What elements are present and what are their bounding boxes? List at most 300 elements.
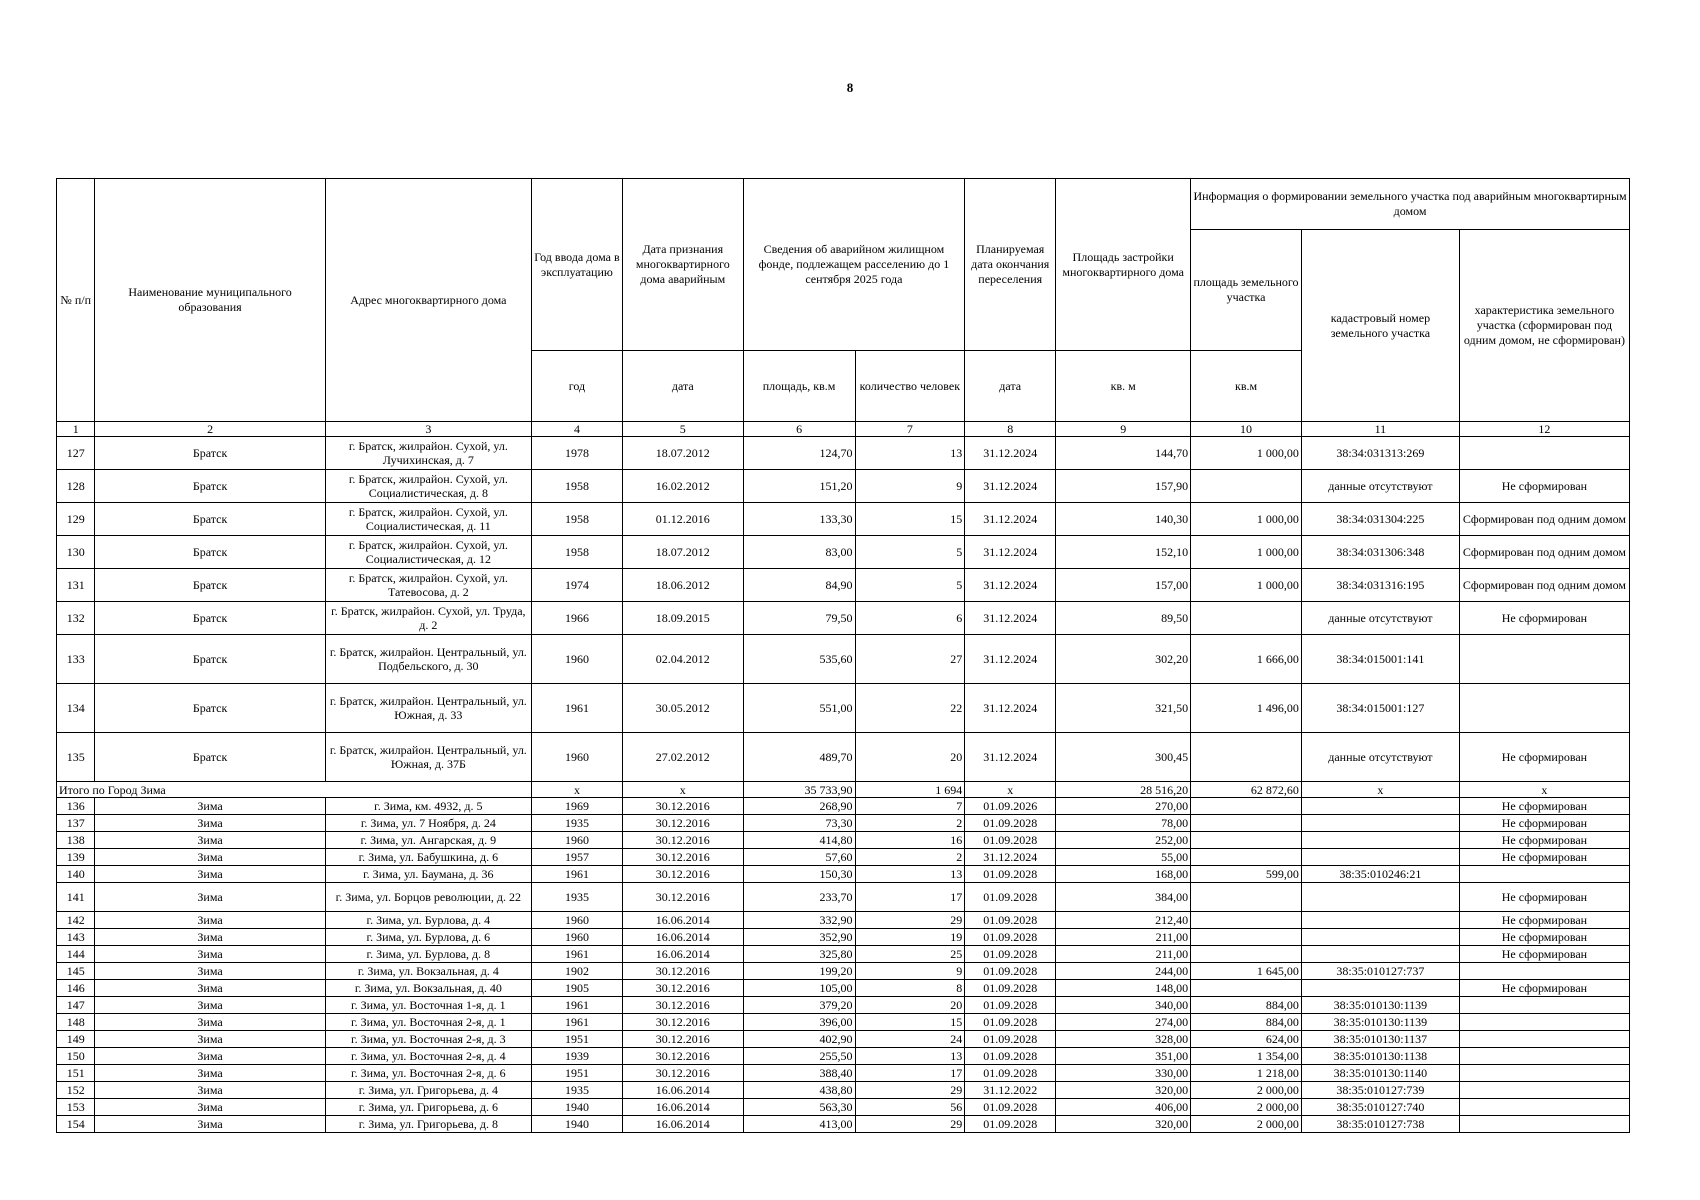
cell-people: 29 [855, 1082, 965, 1099]
cell-land-area [1191, 946, 1302, 963]
cell-building-area: 340,00 [1056, 997, 1191, 1014]
cell-resettlement-date: 01.09.2028 [965, 912, 1056, 929]
cell-building-area: 55,00 [1056, 849, 1191, 866]
total-label: Итого по Город Зима [57, 782, 532, 798]
cell-building-area: 152,10 [1056, 536, 1191, 569]
cell-year: 1961 [531, 1014, 622, 1031]
cell-building-area: 212,40 [1056, 912, 1191, 929]
cell-building-area: 252,00 [1056, 832, 1191, 849]
table-row [57, 912, 1630, 929]
cell-year: 1939 [531, 1048, 622, 1065]
column-number-5: 5 [622, 422, 743, 437]
cell-area: 199,20 [743, 963, 855, 980]
table-row [57, 733, 1630, 782]
total-resettle: x [965, 782, 1056, 798]
cell-land-status: Не сформирован [1459, 602, 1629, 635]
cell-date-emergency: 16.06.2014 [622, 946, 743, 963]
cell-cadastral-number [1301, 849, 1459, 866]
cell-date-emergency: 18.06.2012 [622, 569, 743, 602]
cell-date-emergency: 30.12.2016 [622, 832, 743, 849]
total-area: 35 733,90 [743, 782, 855, 798]
total-land: 62 872,60 [1191, 782, 1302, 798]
cell-people: 20 [855, 733, 965, 782]
cell-building-area: 320,00 [1056, 1116, 1191, 1133]
cell-area: 79,50 [743, 602, 855, 635]
cell-address: г. Зима, ул. Восточная 1-я, д. 1 [325, 997, 531, 1014]
table-row [57, 437, 1630, 470]
header-building-area: Площадь застройки многоквартирного дома [1056, 179, 1191, 351]
cell-date-emergency: 30.12.2016 [622, 1031, 743, 1048]
cell-land-status: Сформирован под одним домом [1459, 536, 1629, 569]
cell-area: 255,50 [743, 1048, 855, 1065]
cell-resettlement-date: 01.09.2028 [965, 929, 1056, 946]
cell-municipality: Зима [95, 798, 325, 815]
cell-municipality: Зима [95, 1048, 325, 1065]
table-row [57, 635, 1630, 684]
header-fund: Сведения об аварийном жилищном фонде, подлежащем расселению до 1 сентября 2025 года [743, 179, 965, 351]
total-people: 1 694 [855, 782, 965, 798]
cell-municipality: Братск [95, 536, 325, 569]
cell-land-area [1191, 798, 1302, 815]
cell-address: г. Зима, ул. Вокзальная, д. 40 [325, 980, 531, 997]
cell-people: 27 [855, 635, 965, 684]
cell-area: 413,00 [743, 1116, 855, 1133]
cell-resettlement-date: 01.09.2028 [965, 1065, 1056, 1082]
table-row [57, 1116, 1630, 1133]
cell-address: г. Зима, ул. Григорьева, д. 4 [325, 1082, 531, 1099]
cell-area: 388,40 [743, 1065, 855, 1082]
cell-people: 29 [855, 1116, 965, 1133]
cell-resettlement-date: 01.09.2028 [965, 980, 1056, 997]
cell-date-emergency: 16.02.2012 [622, 470, 743, 503]
cell-land-area: 1 000,00 [1191, 437, 1302, 470]
table-row [57, 849, 1630, 866]
cell-address: г. Зима, ул. Восточная 2-я, д. 4 [325, 1048, 531, 1065]
table-row [57, 946, 1630, 963]
cell-cadastral-number [1301, 929, 1459, 946]
cell-year: 1951 [531, 1031, 622, 1048]
cell-cadastral-number: 38:35:010127:737 [1301, 963, 1459, 980]
cell-year: 1957 [531, 849, 622, 866]
cell-cadastral-number: 38:35:010127:739 [1301, 1082, 1459, 1099]
cell-area: 352,90 [743, 929, 855, 946]
cell-land-area: 1 354,00 [1191, 1048, 1302, 1065]
cell-year: 1961 [531, 866, 622, 883]
cell-people: 5 [855, 569, 965, 602]
cell-resettlement-date: 01.09.2028 [965, 1099, 1056, 1116]
cell-land-status [1459, 1099, 1629, 1116]
cell-date-emergency: 18.09.2015 [622, 602, 743, 635]
unit-year: год [531, 351, 622, 422]
cell-row-num: 139 [57, 849, 95, 866]
cell-land-status [1459, 1116, 1629, 1133]
cell-row-num: 141 [57, 883, 95, 912]
cell-resettlement-date: 01.09.2028 [965, 1116, 1056, 1133]
cell-year: 1935 [531, 883, 622, 912]
cell-address: г. Зима, ул. Восточная 2-я, д. 1 [325, 1014, 531, 1031]
cell-building-area: 148,00 [1056, 980, 1191, 997]
cell-cadastral-number: данные отсутствуют [1301, 470, 1459, 503]
cell-address: г. Братск, жилрайон. Центральный, ул. Южная, д. 37Б [325, 733, 531, 782]
cell-address: г. Зима, ул. Борцов революции, д. 22 [325, 883, 531, 912]
cell-year: 1978 [531, 437, 622, 470]
cell-resettlement-date: 01.09.2028 [965, 963, 1056, 980]
cell-area: 124,70 [743, 437, 855, 470]
cell-people: 15 [855, 1014, 965, 1031]
cell-people: 13 [855, 1048, 965, 1065]
cell-building-area: 274,00 [1056, 1014, 1191, 1031]
cell-land-area [1191, 883, 1302, 912]
total-building: 28 516,20 [1056, 782, 1191, 798]
cell-date-emergency: 27.02.2012 [622, 733, 743, 782]
cell-cadastral-number [1301, 815, 1459, 832]
cell-people: 24 [855, 1031, 965, 1048]
cell-address: г. Братск, жилрайон. Сухой, ул. Труда, д. 2 [325, 602, 531, 635]
cell-row-num: 148 [57, 1014, 95, 1031]
cell-year: 1969 [531, 798, 622, 815]
cell-cadastral-number: 38:35:010127:738 [1301, 1116, 1459, 1133]
cell-building-area: 300,45 [1056, 733, 1191, 782]
cell-land-area: 884,00 [1191, 997, 1302, 1014]
cell-resettlement-date: 31.12.2024 [965, 503, 1056, 536]
cell-land-status: Не сформирован [1459, 912, 1629, 929]
header-land-char: характеристика земельного участка (сформирован под одним домом, не сформирован) [1459, 230, 1629, 422]
cell-row-num: 129 [57, 503, 95, 536]
cell-cadastral-number: 38:34:031306:348 [1301, 536, 1459, 569]
cell-municipality: Зима [95, 1065, 325, 1082]
cell-row-num: 138 [57, 832, 95, 849]
cell-cadastral-number [1301, 832, 1459, 849]
cell-people: 17 [855, 883, 965, 912]
table-row [57, 866, 1630, 883]
cell-building-area: 89,50 [1056, 602, 1191, 635]
cell-row-num: 131 [57, 569, 95, 602]
cell-cadastral-number: 38:35:010130:1139 [1301, 997, 1459, 1014]
cell-resettlement-date: 31.12.2024 [965, 569, 1056, 602]
cell-resettlement-date: 31.12.2024 [965, 684, 1056, 733]
cell-land-status [1459, 437, 1629, 470]
cell-address: г. Зима, ул. Восточная 2-я, д. 6 [325, 1065, 531, 1082]
cell-date-emergency: 30.12.2016 [622, 1014, 743, 1031]
table-row [57, 1099, 1630, 1116]
cell-year: 1960 [531, 832, 622, 849]
cell-land-status: Сформирован под одним домом [1459, 503, 1629, 536]
cell-date-emergency: 02.04.2012 [622, 635, 743, 684]
table-row [57, 1048, 1630, 1065]
cell-municipality: Зима [95, 963, 325, 980]
cell-row-num: 133 [57, 635, 95, 684]
header-cadastral: кадастровый номер земельного участка [1301, 230, 1459, 422]
cell-people: 6 [855, 602, 965, 635]
cell-area: 233,70 [743, 883, 855, 912]
cell-area: 105,00 [743, 980, 855, 997]
cell-land-area [1191, 832, 1302, 849]
cell-people: 9 [855, 470, 965, 503]
cell-building-area: 211,00 [1056, 946, 1191, 963]
cell-year: 1902 [531, 963, 622, 980]
cell-municipality: Братск [95, 684, 325, 733]
header-resettlement: Планируемая дата окончания переселения [965, 179, 1056, 351]
cell-land-status: Не сформирован [1459, 883, 1629, 912]
cell-address: г. Братск, жилрайон. Сухой, ул. Татевосова, д. 2 [325, 569, 531, 602]
table-row [57, 569, 1630, 602]
cell-land-status: Не сформирован [1459, 470, 1629, 503]
cell-row-num: 149 [57, 1031, 95, 1048]
cell-building-area: 330,00 [1056, 1065, 1191, 1082]
table-row [57, 1031, 1630, 1048]
unit-area: площадь, кв.м [743, 351, 855, 422]
cell-date-emergency: 30.12.2016 [622, 1065, 743, 1082]
cell-row-num: 128 [57, 470, 95, 503]
cell-land-status: Не сформирован [1459, 929, 1629, 946]
cell-people: 13 [855, 866, 965, 883]
cell-area: 332,90 [743, 912, 855, 929]
header-address: Адрес многоквартирного дома [325, 179, 531, 422]
column-number-6: 6 [743, 422, 855, 437]
cell-land-area: 1 218,00 [1191, 1065, 1302, 1082]
column-number-7: 7 [855, 422, 965, 437]
cell-year: 1951 [531, 1065, 622, 1082]
cell-people: 17 [855, 1065, 965, 1082]
cell-land-area: 1 645,00 [1191, 963, 1302, 980]
unit-sqm: кв. м [1056, 351, 1191, 422]
cell-address: г. Зима, ул. Ангарская, д. 9 [325, 832, 531, 849]
cell-row-num: 130 [57, 536, 95, 569]
cell-people: 5 [855, 536, 965, 569]
cell-land-status: Не сформирован [1459, 832, 1629, 849]
cell-year: 1961 [531, 946, 622, 963]
cell-area: 73,30 [743, 815, 855, 832]
cell-building-area: 157,90 [1056, 470, 1191, 503]
cell-area: 414,80 [743, 832, 855, 849]
cell-date-emergency: 30.12.2016 [622, 997, 743, 1014]
cell-land-status: Сформирован под одним домом [1459, 569, 1629, 602]
cell-municipality: Братск [95, 569, 325, 602]
cell-people: 19 [855, 929, 965, 946]
cell-building-area: 168,00 [1056, 866, 1191, 883]
cell-address: г. Зима, ул. Бурлова, д. 8 [325, 946, 531, 963]
cell-cadastral-number: 38:35:010130:1137 [1301, 1031, 1459, 1048]
table-row [57, 963, 1630, 980]
cell-cadastral-number [1301, 946, 1459, 963]
cell-area: 57,60 [743, 849, 855, 866]
cell-municipality: Зима [95, 1099, 325, 1116]
cell-date-emergency: 16.06.2014 [622, 929, 743, 946]
cell-building-area: 384,00 [1056, 883, 1191, 912]
cell-building-area: 351,00 [1056, 1048, 1191, 1065]
column-number-3: 3 [325, 422, 531, 437]
cell-people: 2 [855, 815, 965, 832]
cell-land-area: 1 000,00 [1191, 569, 1302, 602]
cell-address: г. Братск, жилрайон. Центральный, ул. Подбельского, д. 30 [325, 635, 531, 684]
cell-year: 1961 [531, 684, 622, 733]
cell-municipality: Зима [95, 883, 325, 912]
cell-land-status [1459, 1031, 1629, 1048]
cell-date-emergency: 30.12.2016 [622, 798, 743, 815]
cell-land-area [1191, 849, 1302, 866]
cell-address: г. Зима, ул. Вокзальная, д. 4 [325, 963, 531, 980]
cell-area: 438,80 [743, 1082, 855, 1099]
cell-row-num: 144 [57, 946, 95, 963]
cell-municipality: Зима [95, 1082, 325, 1099]
cell-address: г. Зима, ул. Баумана, д. 36 [325, 866, 531, 883]
cell-resettlement-date: 01.09.2028 [965, 1048, 1056, 1065]
cell-building-area: 140,30 [1056, 503, 1191, 536]
header-municipality: Наименование муниципального образования [95, 179, 325, 422]
column-number-2: 2 [95, 422, 325, 437]
cell-date-emergency: 18.07.2012 [622, 437, 743, 470]
cell-land-status: Не сформирован [1459, 815, 1629, 832]
cell-municipality: Зима [95, 980, 325, 997]
cell-municipality: Зима [95, 929, 325, 946]
cell-date-emergency: 30.12.2016 [622, 849, 743, 866]
cell-address: г. Зима, км. 4932, д. 5 [325, 798, 531, 815]
unit-land-sqm: кв.м [1191, 351, 1302, 422]
cell-address: г. Зима, ул. Бурлова, д. 6 [325, 929, 531, 946]
cell-area: 379,20 [743, 997, 855, 1014]
column-number-10: 10 [1191, 422, 1302, 437]
cell-cadastral-number: 38:34:015001:141 [1301, 635, 1459, 684]
cell-land-area: 1 000,00 [1191, 503, 1302, 536]
cell-date-emergency: 16.06.2014 [622, 1099, 743, 1116]
cell-land-status [1459, 684, 1629, 733]
cell-resettlement-date: 31.12.2024 [965, 470, 1056, 503]
cell-people: 22 [855, 684, 965, 733]
cell-row-num: 140 [57, 866, 95, 883]
cell-land-area: 1 000,00 [1191, 536, 1302, 569]
table-row [57, 883, 1630, 912]
cell-land-area [1191, 815, 1302, 832]
cell-land-area [1191, 912, 1302, 929]
column-number-12: 12 [1459, 422, 1629, 437]
cell-resettlement-date: 01.09.2028 [965, 815, 1056, 832]
cell-cadastral-number: данные отсутствуют [1301, 733, 1459, 782]
cell-municipality: Братск [95, 733, 325, 782]
cell-area: 535,60 [743, 635, 855, 684]
cell-land-area [1191, 602, 1302, 635]
cell-land-status [1459, 997, 1629, 1014]
cell-year: 1958 [531, 470, 622, 503]
cell-resettlement-date: 31.12.2024 [965, 849, 1056, 866]
cell-date-emergency: 01.12.2016 [622, 503, 743, 536]
cell-address: г. Братск, жилрайон. Сухой, ул. Социалистическая, д. 11 [325, 503, 531, 536]
cell-year: 1940 [531, 1116, 622, 1133]
cell-cadastral-number: 38:35:010130:1140 [1301, 1065, 1459, 1082]
cell-land-area [1191, 929, 1302, 946]
column-number-4: 4 [531, 422, 622, 437]
cell-building-area: 328,00 [1056, 1031, 1191, 1048]
cell-row-num: 132 [57, 602, 95, 635]
cell-address: г. Братск, жилрайон. Центральный, ул. Южная, д. 33 [325, 684, 531, 733]
cell-year: 1960 [531, 733, 622, 782]
cell-date-emergency: 30.12.2016 [622, 883, 743, 912]
cell-area: 551,00 [743, 684, 855, 733]
cell-municipality: Зима [95, 1014, 325, 1031]
cell-row-num: 142 [57, 912, 95, 929]
cell-municipality: Братск [95, 470, 325, 503]
cell-people: 25 [855, 946, 965, 963]
cell-date-emergency: 30.12.2016 [622, 963, 743, 980]
cell-row-num: 143 [57, 929, 95, 946]
table-body [57, 437, 1630, 1133]
table-row [57, 602, 1630, 635]
cell-land-area: 1 496,00 [1191, 684, 1302, 733]
cell-municipality: Братск [95, 602, 325, 635]
cell-area: 563,30 [743, 1099, 855, 1116]
cell-people: 56 [855, 1099, 965, 1116]
total-date: x [622, 782, 743, 798]
cell-land-status: Не сформирован [1459, 980, 1629, 997]
cell-date-emergency: 30.05.2012 [622, 684, 743, 733]
cell-resettlement-date: 31.12.2022 [965, 1082, 1056, 1099]
cell-municipality: Зима [95, 866, 325, 883]
cell-year: 1960 [531, 635, 622, 684]
cell-address: г. Зима, ул. Восточная 2-я, д. 3 [325, 1031, 531, 1048]
cell-row-num: 136 [57, 798, 95, 815]
cell-row-num: 154 [57, 1116, 95, 1133]
cell-land-status [1459, 866, 1629, 883]
cell-building-area: 78,00 [1056, 815, 1191, 832]
cell-people: 2 [855, 849, 965, 866]
cell-row-num: 152 [57, 1082, 95, 1099]
cell-year: 1958 [531, 536, 622, 569]
unit-date-resettlement: дата [965, 351, 1056, 422]
cell-municipality: Зима [95, 997, 325, 1014]
cell-people: 7 [855, 798, 965, 815]
cell-resettlement-date: 31.12.2024 [965, 437, 1056, 470]
cell-land-status [1459, 1082, 1629, 1099]
table-row [57, 536, 1630, 569]
table-row [57, 997, 1630, 1014]
table-header [57, 179, 1630, 437]
cell-row-num: 153 [57, 1099, 95, 1116]
cell-date-emergency: 16.06.2014 [622, 912, 743, 929]
cell-building-area: 321,50 [1056, 684, 1191, 733]
total-year: x [531, 782, 622, 798]
cell-area: 84,90 [743, 569, 855, 602]
cell-year: 1940 [531, 1099, 622, 1116]
cell-land-status [1459, 1065, 1629, 1082]
cell-people: 20 [855, 997, 965, 1014]
cell-municipality: Братск [95, 437, 325, 470]
header-year: Год ввода дома в эксплуатацию [531, 179, 622, 351]
cell-cadastral-number: данные отсутствуют [1301, 602, 1459, 635]
column-number-9: 9 [1056, 422, 1191, 437]
cell-municipality: Братск [95, 635, 325, 684]
column-number-11: 11 [1301, 422, 1459, 437]
header-land-area: площадь земельного участка [1191, 230, 1302, 351]
cell-cadastral-number: 38:35:010127:740 [1301, 1099, 1459, 1116]
cell-address: г. Зима, ул. Бурлова, д. 4 [325, 912, 531, 929]
cell-people: 9 [855, 963, 965, 980]
cell-land-status [1459, 963, 1629, 980]
table-row [57, 929, 1630, 946]
cell-resettlement-date: 01.09.2028 [965, 832, 1056, 849]
cell-address: г. Зима, ул. Бабушкина, д. 6 [325, 849, 531, 866]
cell-cadastral-number [1301, 883, 1459, 912]
cell-address: г. Братск, жилрайон. Сухой, ул. Социалистическая, д. 8 [325, 470, 531, 503]
unit-people: количество человек [855, 351, 965, 422]
cell-cadastral-number [1301, 912, 1459, 929]
cell-land-area: 884,00 [1191, 1014, 1302, 1031]
cell-year: 1974 [531, 569, 622, 602]
table-row [57, 503, 1630, 536]
cell-people: 29 [855, 912, 965, 929]
cell-row-num: 145 [57, 963, 95, 980]
cell-land-status: Не сформирован [1459, 733, 1629, 782]
header-land-info: Информация о формировании земельного участка под аварийным многоквартирным домом [1191, 179, 1630, 230]
table-row [57, 1065, 1630, 1082]
